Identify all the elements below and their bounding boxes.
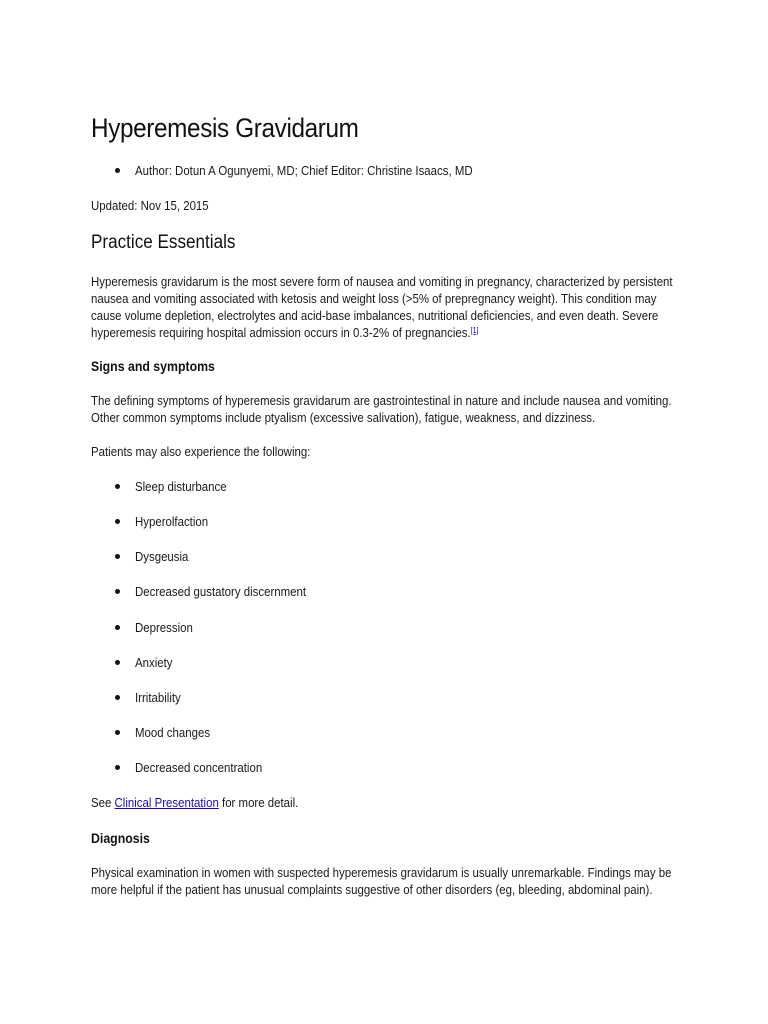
section-heading-practice-essentials: Practice Essentials [91,232,236,253]
section-heading-signs-symptoms: Signs and symptoms [91,358,215,374]
updated-date: Updated: Nov 15, 2015 [91,198,209,213]
intro-paragraph [91,273,679,341]
section-heading-diagnosis: Diagnosis [91,830,150,846]
list-item-text: Sleep disturbance [135,479,227,494]
page-title: Hyperemesis Gravidarum [91,113,359,143]
reference-link-1[interactable]: [1] [470,326,479,335]
intro-line: cause volume depletion, electrolytes and acid-base imbalances, nutritional deficiencies, and even death. Severe [91,308,659,323]
list-item-text: Irritability [135,690,181,705]
signs-line: Other common symptoms include ptyalism (excessive salivation), fatigue, weakness, and dizziness. [91,410,596,425]
bullet-icon [115,519,120,524]
bullet-icon [115,625,120,630]
bullet-icon [115,660,120,665]
bullet-icon [115,589,120,594]
intro-line-text: hyperemesis requiring hospital admission occurs in 0.3-2% of pregnancies. [91,325,471,340]
list-item-text: Decreased gustatory discernment [135,584,307,599]
intro-line [91,324,679,341]
diagnosis-line: Physical examination in women with suspected hyperemesis gravidarum is usually unremarkable. Findings may be [91,865,672,880]
list-item-text: Dysgeusia [135,549,189,564]
signs-line: The defining symptoms of hyperemesis gravidarum are gastrointestinal in nature and include nausea and vomiting. [91,393,672,408]
diagnosis-line: more helpful if the patient has unusual complaints suggestive of other disorders (eg, bleeding, abdominal pain). [91,882,653,897]
see-suffix: for more detail. [218,795,299,810]
clinical-presentation-link[interactable]: Clinical Presentation [114,795,219,810]
list-item-text: Decreased concentration [135,760,263,775]
intro-line: nausea and vomiting associated with ketosis and weight loss (>5% of prepregnancy weight). This condition may [91,291,657,306]
bullet-icon [115,730,120,735]
list-item-text: Hyperolfaction [135,514,209,529]
list-item-text: Depression [135,620,193,635]
list-item-text: Anxiety [135,655,173,670]
also-experience-text: Patients may also experience the following: [91,444,311,459]
bullet-icon [115,765,120,770]
author-line: Author: Dotun A Ogunyemi, MD; Chief Editor: Christine Isaacs, MD [135,163,473,178]
bullet-icon [115,484,120,489]
bullet-icon [115,695,120,700]
list-item-text: Mood changes [135,725,211,740]
bullet-icon [115,554,120,559]
see-prefix: See [91,795,115,810]
diagnosis-paragraph [91,864,679,898]
bullet-icon [115,168,120,173]
intro-line: Hyperemesis gravidarum is the most severe form of nausea and vomiting in pregnancy, characterized by persistent [91,274,673,289]
signs-paragraph [91,392,679,426]
see-more-line [91,794,679,811]
